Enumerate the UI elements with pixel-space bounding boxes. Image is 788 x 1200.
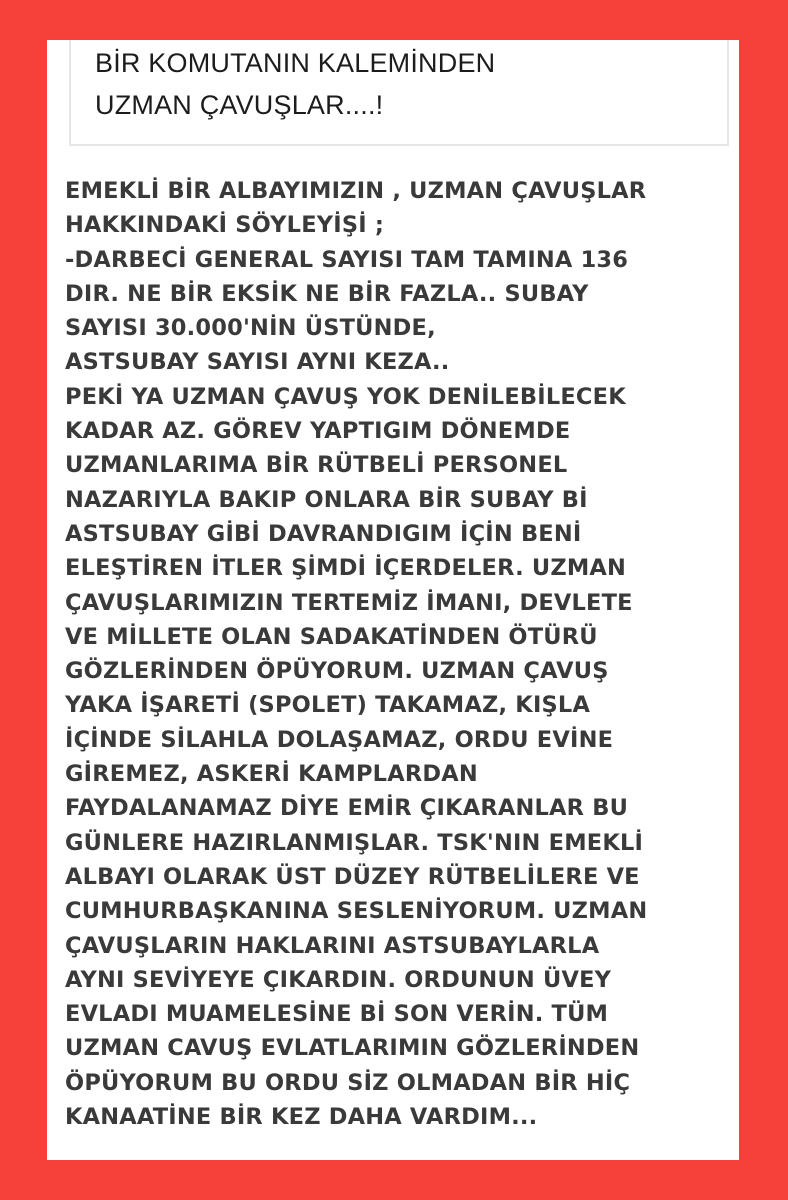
body-line: GÖZLERİNDEN ÖPÜYORUM. UZMAN ÇAVUŞ <box>65 658 609 685</box>
body-line: KADAR AZ. GÖREV YAPTIGIM DÖNEMDE <box>65 418 571 445</box>
body-line: ELEŞTİREN İTLER ŞİMDİ İÇERDELER. UZMAN <box>65 555 627 582</box>
body-line: ÇAVUŞLARIN HAKLARINI ASTSUBAYLARLA <box>65 932 600 959</box>
body-line: AYNI SEVİYEYE ÇIKARDIN. ORDUNUN ÜVEY <box>65 966 612 993</box>
body-line: SAYISI 30.000'NİN ÜSTÜNDE, <box>65 315 436 342</box>
header-title-line-2: UZMAN ÇAVUŞLAR....! <box>95 90 384 120</box>
body-line: ASTSUBAY GİBİ DAVRANDIGIM İÇİN BENİ <box>65 520 582 547</box>
body-line: DIR. NE BİR EKSİK NE BİR FAZLA.. SUBAY <box>65 280 589 307</box>
body-line: EMEKLİ BİR ALBAYIMIZIN , UZMAN ÇAVUŞLAR <box>65 178 647 204</box>
post-body-text <box>65 174 735 1134</box>
body-line: ALBAYI OLARAK ÜST DÜZEY RÜTBELİLERE VE <box>65 863 640 890</box>
body-line: EVLADI MUAMELESİNE Bİ SON VERİN. TÜM <box>65 1001 609 1028</box>
body-line: PEKİ YA UZMAN ÇAVUŞ YOK DENİLEBİLECEK <box>65 383 626 410</box>
body-line: ASTSUBAY SAYISI AYNI KEZA.. <box>65 349 450 376</box>
body-line: GÜNLERE HAZIRLANMIŞLAR. TSK'NIN EMEKLİ <box>65 829 644 856</box>
body-line: CUMHURBAŞKANINA SESLENİYORUM. UZMAN <box>65 898 648 925</box>
body-line: NAZARIYLA BAKIP ONLARA BİR SUBAY Bİ <box>65 486 588 513</box>
post-header <box>69 40 729 146</box>
body-line: UZMAN CAVUŞ EVLATLARIMIN GÖZLERİNDEN <box>65 1035 640 1062</box>
body-line: HAKKINDAKİ SÖYLEYİŞİ ; <box>65 212 385 239</box>
body-line: ÇAVUŞLARIMIZIN TERTEMİZ İMANI, DEVLETE <box>65 589 633 616</box>
body-line: GİREMEZ, ASKERİ KAMPLARDAN <box>65 761 478 788</box>
body-line: YAKA İŞARETİ (SPOLET) TAKAMAZ, KIŞLA <box>65 692 591 719</box>
body-line: FAYDALANAMAZ DİYE EMİR ÇIKARANLAR BU <box>65 795 629 822</box>
body-line: UZMANLARIMA BİR RÜTBELİ PERSONEL <box>65 452 568 479</box>
body-line: İÇİNDE SİLAHLA DOLAŞAMAZ, ORDU EVİNE <box>65 726 614 753</box>
header-title-line-1: BİR KOMUTANIN KALEMİNDEN <box>95 48 496 78</box>
post-card <box>47 40 739 1160</box>
body-line: VE MİLLETE OLAN SADAKATİNDEN ÖTÜRÜ <box>65 623 598 650</box>
body-line: ÖPÜYORUM BU ORDU SİZ OLMADAN BİR HİÇ <box>65 1069 631 1096</box>
body-line: KANAATİNE BİR KEZ DAHA VARDIM... <box>65 1104 538 1131</box>
body-line: -DARBECİ GENERAL SAYISI TAM TAMINA 136 <box>65 246 629 273</box>
